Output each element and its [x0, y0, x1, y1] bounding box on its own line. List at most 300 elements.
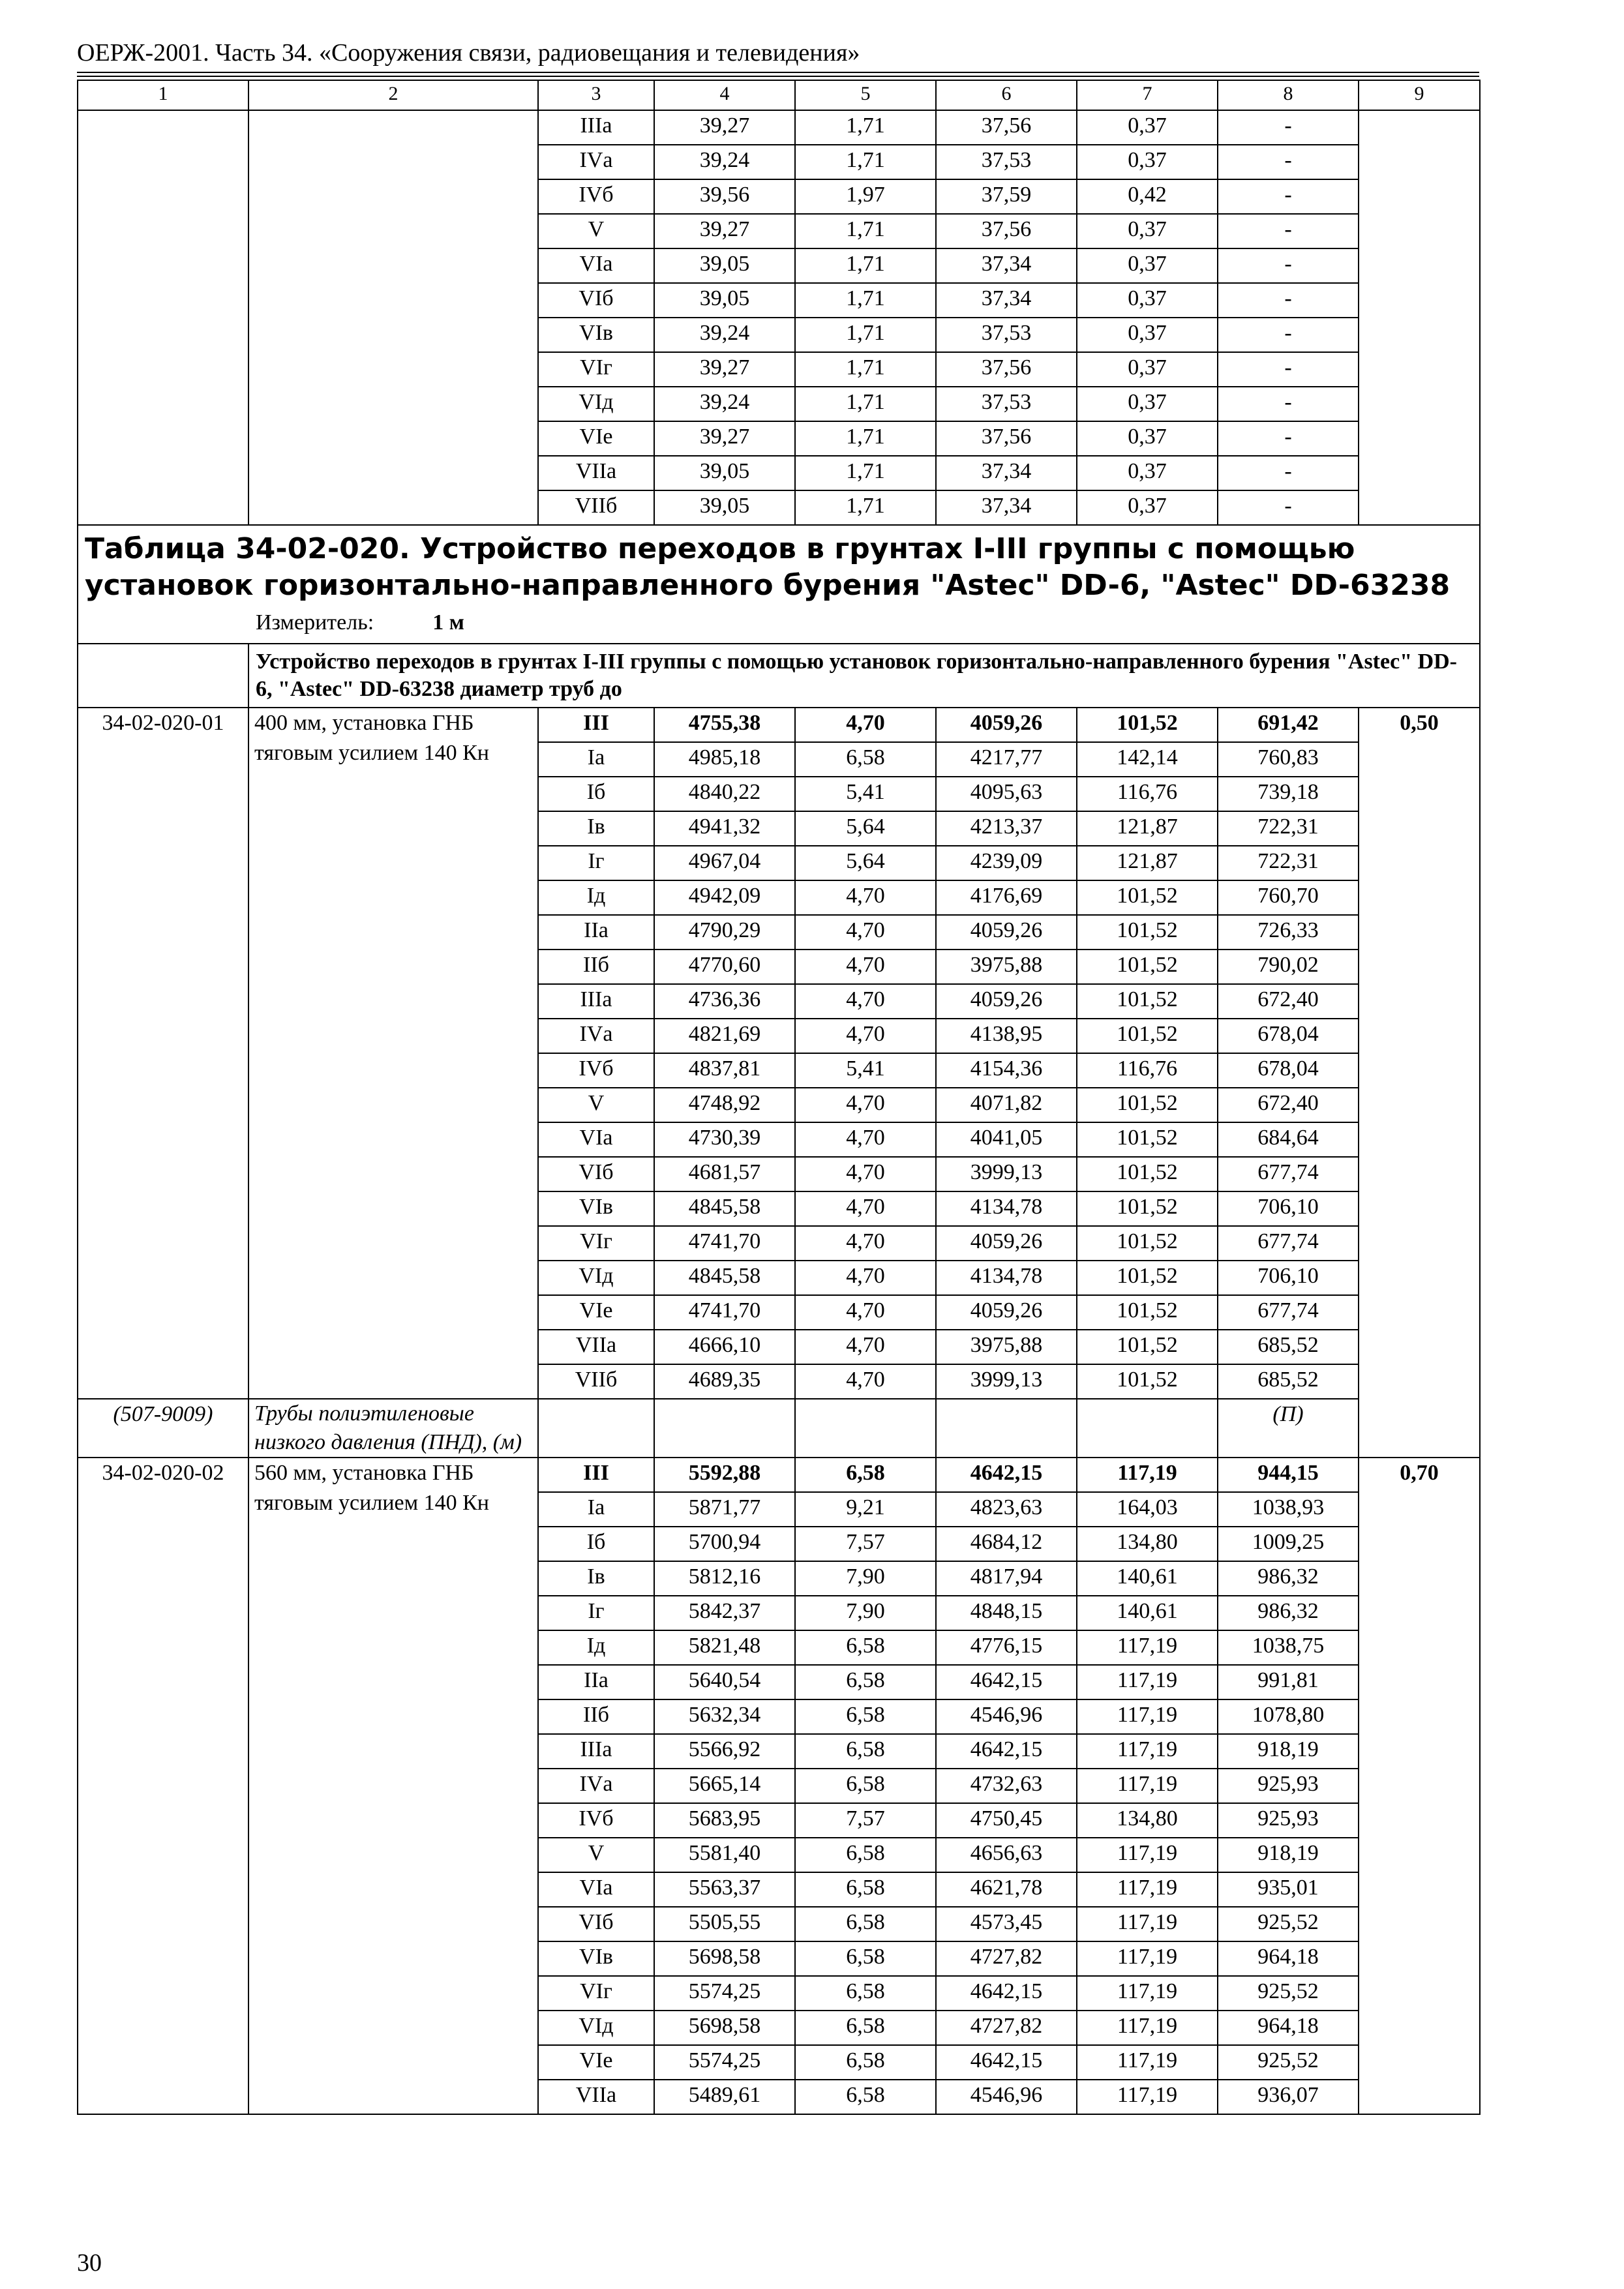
value-cell: - [1218, 456, 1359, 490]
value-cell: 4656,63 [936, 1838, 1077, 1872]
value-cell: 4730,39 [654, 1122, 795, 1157]
value-cell: 101,52 [1077, 950, 1218, 984]
value-cell: 991,81 [1218, 1665, 1359, 1699]
value-cell: V [538, 1838, 654, 1872]
column-numbers-row [78, 80, 1480, 110]
value-cell: 37,53 [936, 387, 1077, 421]
value-cell: IVа [538, 145, 654, 179]
value-cell: 4684,12 [936, 1527, 1077, 1561]
value-cell: 678,04 [1218, 1019, 1359, 1053]
value-cell: 0,37 [1077, 283, 1218, 318]
value-cell: 117,19 [1077, 1769, 1218, 1803]
value-cell: 117,19 [1077, 1699, 1218, 1734]
value-cell: 6,58 [795, 1976, 936, 2011]
value-cell: 0,37 [1077, 352, 1218, 387]
value-cell: V [538, 1088, 654, 1122]
value-cell: 117,19 [1077, 1630, 1218, 1665]
table-title [78, 525, 1480, 644]
value-cell: 918,19 [1218, 1838, 1359, 1872]
column-number: 7 [1077, 80, 1218, 110]
value-cell: 986,32 [1218, 1561, 1359, 1596]
value-cell: 37,59 [936, 179, 1077, 214]
value-cell: 1,71 [795, 145, 936, 179]
page-number: 30 [77, 2249, 102, 2277]
value-cell: 7,90 [795, 1596, 936, 1630]
value-cell: 0,37 [1077, 145, 1218, 179]
value-cell: - [1218, 179, 1359, 214]
value-cell: 672,40 [1218, 1088, 1359, 1122]
value-cell: 5,41 [795, 1053, 936, 1088]
value-cell: 6,58 [795, 2011, 936, 2045]
value-cell: 4681,57 [654, 1157, 795, 1191]
value-cell: 4845,58 [654, 1261, 795, 1295]
value-cell: Iб [538, 777, 654, 811]
value-cell: - [1218, 352, 1359, 387]
table-row [78, 110, 1480, 145]
value-cell: 722,31 [1218, 811, 1359, 846]
value-cell: 722,31 [1218, 846, 1359, 880]
value-cell: 39,24 [654, 145, 795, 179]
value-cell: 39,05 [654, 456, 795, 490]
value-cell: 39,27 [654, 110, 795, 145]
value-cell: 101,52 [1077, 915, 1218, 950]
value-cell: 4642,15 [936, 1665, 1077, 1699]
value-cell: 37,34 [936, 490, 1077, 525]
value-cell: 918,19 [1218, 1734, 1359, 1769]
value-cell: - [1218, 145, 1359, 179]
value-cell: 140,61 [1077, 1561, 1218, 1596]
value-cell: 4748,92 [654, 1088, 795, 1122]
value-cell: 117,19 [1077, 1734, 1218, 1769]
value-cell: VIIб [538, 1364, 654, 1399]
value-cell: 4,70 [795, 1261, 936, 1295]
value-cell: 4845,58 [654, 1191, 795, 1226]
value-cell: 4573,45 [936, 1907, 1077, 1941]
value-cell: 4848,15 [936, 1596, 1077, 1630]
value-cell: 6,58 [795, 1699, 936, 1734]
value-cell: 691,42 [1218, 708, 1359, 742]
value-cell: 4,70 [795, 1330, 936, 1364]
value-cell: 3975,88 [936, 1330, 1077, 1364]
value-cell: 4985,18 [654, 742, 795, 777]
value-cell: 4,70 [795, 984, 936, 1019]
value-cell: 5489,61 [654, 2080, 795, 2114]
value-cell: 4741,70 [654, 1226, 795, 1261]
value-cell: VIIб [538, 490, 654, 525]
value-cell: VIв [538, 1191, 654, 1226]
value-cell: 121,87 [1077, 811, 1218, 846]
value-cell: 6,58 [795, 1941, 936, 1976]
value-cell: VIIа [538, 2080, 654, 2114]
value-cell: 5700,94 [654, 1527, 795, 1561]
value-cell: 964,18 [1218, 2011, 1359, 2045]
value-cell: 117,19 [1077, 1458, 1218, 1492]
column-number: 6 [936, 80, 1077, 110]
value-cell: 101,52 [1077, 1261, 1218, 1295]
value-cell: 4732,63 [936, 1769, 1077, 1803]
value-cell: 4,70 [795, 1157, 936, 1191]
value-cell: 760,70 [1218, 880, 1359, 915]
value-cell: - [1218, 283, 1359, 318]
value-cell: 4176,69 [936, 880, 1077, 915]
value-cell: 677,74 [1218, 1157, 1359, 1191]
value-cell: 4727,82 [936, 2011, 1077, 2045]
value-cell: III [538, 708, 654, 742]
value-cell: 1009,25 [1218, 1527, 1359, 1561]
value-cell: 790,02 [1218, 950, 1359, 984]
value-cell: 4736,36 [654, 984, 795, 1019]
value-cell: 101,52 [1077, 1122, 1218, 1157]
value-cell: Iд [538, 880, 654, 915]
value-cell: 39,24 [654, 318, 795, 352]
description-cell [248, 110, 538, 525]
norm-cell [1359, 110, 1480, 525]
value-cell: 39,05 [654, 283, 795, 318]
value-cell: 37,56 [936, 214, 1077, 248]
value-cell: 0,37 [1077, 214, 1218, 248]
value-cell: 4134,78 [936, 1261, 1077, 1295]
value-cell: 4,70 [795, 708, 936, 742]
value-cell: 0,37 [1077, 110, 1218, 145]
value-cell: IVб [538, 179, 654, 214]
value-cell: 5505,55 [654, 1907, 795, 1941]
description-cell: 560 мм, установка ГНБ тяговым усилием 140 Кн [248, 1458, 538, 2114]
value-cell: 4134,78 [936, 1191, 1077, 1226]
value-cell: 5581,40 [654, 1838, 795, 1872]
value-cell: 925,52 [1218, 1976, 1359, 2011]
value-cell: VIе [538, 1295, 654, 1330]
value-cell: 1038,75 [1218, 1630, 1359, 1665]
value-cell: 4,70 [795, 915, 936, 950]
value-cell: IIб [538, 1699, 654, 1734]
value-cell: VIб [538, 1157, 654, 1191]
value-cell: 39,27 [654, 214, 795, 248]
value-cell: Iв [538, 811, 654, 846]
column-number: 5 [795, 80, 936, 110]
value-cell: VIд [538, 2011, 654, 2045]
value-cell: 4790,29 [654, 915, 795, 950]
value-cell: IVб [538, 1803, 654, 1838]
material-description: Трубы полиэтиленовые низкого давления (ПНД), (м) [248, 1399, 538, 1458]
value-cell: 101,52 [1077, 1330, 1218, 1364]
value-cell: 101,52 [1077, 1019, 1218, 1053]
value-cell: 0,37 [1077, 387, 1218, 421]
value-cell: 4239,09 [936, 846, 1077, 880]
value-cell: 101,52 [1077, 1226, 1218, 1261]
value-cell: VIб [538, 1907, 654, 1941]
value-cell: 4138,95 [936, 1019, 1077, 1053]
value-cell: 39,05 [654, 490, 795, 525]
value-cell: 986,32 [1218, 1596, 1359, 1630]
value-cell: 678,04 [1218, 1053, 1359, 1088]
value-cell: 4546,96 [936, 2080, 1077, 2114]
value-cell: 925,93 [1218, 1803, 1359, 1838]
empty-cell [538, 1399, 654, 1458]
value-cell: VIа [538, 1872, 654, 1907]
value-cell: 1,97 [795, 179, 936, 214]
table-subtitle-row [78, 644, 1480, 708]
value-cell: 101,52 [1077, 1088, 1218, 1122]
value-cell: VIIа [538, 1330, 654, 1364]
value-cell: 6,58 [795, 1838, 936, 1872]
value-cell: 4,70 [795, 1295, 936, 1330]
empty-cell [1077, 1399, 1218, 1458]
value-cell: 4642,15 [936, 2045, 1077, 2080]
value-cell: 4095,63 [936, 777, 1077, 811]
value-cell: 5665,14 [654, 1769, 795, 1803]
value-cell: VIг [538, 1226, 654, 1261]
value-cell: 677,74 [1218, 1226, 1359, 1261]
value-cell: IVа [538, 1019, 654, 1053]
value-cell: VIг [538, 1976, 654, 2011]
rates-table [77, 80, 1481, 2115]
value-cell: 0,37 [1077, 318, 1218, 352]
value-cell: 1078,80 [1218, 1699, 1359, 1734]
value-cell: 117,19 [1077, 1838, 1218, 1872]
page-header: ОЕРЖ-2001. Часть 34. «Сооружения связи, радиовещания и телевидения» [77, 37, 1479, 73]
value-cell: 117,19 [1077, 1941, 1218, 1976]
value-cell: 101,52 [1077, 708, 1218, 742]
value-cell: 4,70 [795, 1088, 936, 1122]
value-cell: 4154,36 [936, 1053, 1077, 1088]
value-cell: 925,93 [1218, 1769, 1359, 1803]
value-cell: 4,70 [795, 1019, 936, 1053]
value-cell: 5574,25 [654, 2045, 795, 2080]
value-cell: 101,52 [1077, 1295, 1218, 1330]
value-cell: 37,53 [936, 145, 1077, 179]
value-cell: 4941,32 [654, 811, 795, 846]
value-cell: 6,58 [795, 2080, 936, 2114]
value-cell: 5,64 [795, 846, 936, 880]
empty-cell [936, 1399, 1077, 1458]
value-cell: 5632,34 [654, 1699, 795, 1734]
material-code: (507-9009) [78, 1399, 248, 1458]
value-cell: 39,05 [654, 248, 795, 283]
value-cell: - [1218, 110, 1359, 145]
value-cell: 1,71 [795, 352, 936, 387]
value-cell: - [1218, 490, 1359, 525]
value-cell: Iд [538, 1630, 654, 1665]
value-cell: 685,52 [1218, 1330, 1359, 1364]
value-cell: - [1218, 387, 1359, 421]
value-cell: 117,19 [1077, 1665, 1218, 1699]
value-cell: 6,58 [795, 1630, 936, 1665]
value-cell: 4059,26 [936, 1226, 1077, 1261]
value-cell: 5871,77 [654, 1492, 795, 1527]
value-cell: 1,71 [795, 283, 936, 318]
value-cell: 4821,69 [654, 1019, 795, 1053]
empty-cell [654, 1399, 795, 1458]
value-cell: VIе [538, 421, 654, 456]
value-cell: 6,58 [795, 1665, 936, 1699]
value-cell: VIв [538, 1941, 654, 1976]
value-cell: 5,41 [795, 777, 936, 811]
value-cell: 4642,15 [936, 1976, 1077, 2011]
value-cell: Iа [538, 1492, 654, 1527]
value-cell: 4,70 [795, 1191, 936, 1226]
value-cell: 142,14 [1077, 742, 1218, 777]
norm-cell: 0,70 [1359, 1458, 1480, 2114]
value-cell: VIа [538, 248, 654, 283]
value-cell: 37,56 [936, 110, 1077, 145]
value-cell: 101,52 [1077, 880, 1218, 915]
value-cell: 944,15 [1218, 1458, 1359, 1492]
main-row [78, 708, 1480, 742]
value-cell: 925,52 [1218, 2045, 1359, 2080]
value-cell: VIг [538, 352, 654, 387]
value-cell: 936,07 [1218, 2080, 1359, 2114]
value-cell: 0,37 [1077, 490, 1218, 525]
value-cell: 117,19 [1077, 1907, 1218, 1941]
value-cell: 5,64 [795, 811, 936, 846]
value-cell: 4750,45 [936, 1803, 1077, 1838]
value-cell: Iб [538, 1527, 654, 1561]
value-cell: 1038,93 [1218, 1492, 1359, 1527]
value-cell: 5683,95 [654, 1803, 795, 1838]
value-cell: 5842,37 [654, 1596, 795, 1630]
value-cell: 4942,09 [654, 880, 795, 915]
value-cell: 4,70 [795, 1122, 936, 1157]
norm-cell: 0,50 [1359, 708, 1480, 1458]
code-cell: 34-02-020-02 [78, 1458, 248, 2114]
code-cell [78, 110, 248, 525]
value-cell: 117,19 [1077, 1976, 1218, 2011]
value-cell: 0,42 [1077, 179, 1218, 214]
value-cell: 101,52 [1077, 1157, 1218, 1191]
value-cell: 37,56 [936, 421, 1077, 456]
value-cell: 1,71 [795, 421, 936, 456]
value-cell: 5698,58 [654, 1941, 795, 1976]
value-cell: 6,58 [795, 1769, 936, 1803]
value-cell: 4041,05 [936, 1122, 1077, 1157]
value-cell: 1,71 [795, 456, 936, 490]
value-cell: 1,71 [795, 318, 936, 352]
value-cell: 164,03 [1077, 1492, 1218, 1527]
subtitle-spacer [78, 644, 248, 708]
value-cell: 6,58 [795, 742, 936, 777]
value-cell: 6,58 [795, 2045, 936, 2080]
column-number: 9 [1359, 80, 1480, 110]
value-cell: 677,74 [1218, 1295, 1359, 1330]
value-cell: 6,58 [795, 1734, 936, 1769]
value-cell: 685,52 [1218, 1364, 1359, 1399]
value-cell: 140,61 [1077, 1596, 1218, 1630]
value-cell: 726,33 [1218, 915, 1359, 950]
value-cell: 4217,77 [936, 742, 1077, 777]
value-cell: 5566,92 [654, 1734, 795, 1769]
unit-label: Измеритель: [256, 610, 374, 635]
value-cell: 117,19 [1077, 2080, 1218, 2114]
code-cell: 34-02-020-01 [78, 708, 248, 1399]
value-cell: Iг [538, 846, 654, 880]
value-cell: 7,57 [795, 1803, 936, 1838]
value-cell: VIд [538, 1261, 654, 1295]
unit-value: 1 м [432, 610, 464, 635]
value-cell: 4071,82 [936, 1088, 1077, 1122]
value-cell: 4,70 [795, 950, 936, 984]
value-cell: VIIа [538, 456, 654, 490]
value-cell: 964,18 [1218, 1941, 1359, 1976]
unit-line [85, 608, 1473, 638]
value-cell: 117,19 [1077, 2011, 1218, 2045]
value-cell: 6,58 [795, 1872, 936, 1907]
value-cell: 5574,25 [654, 1976, 795, 2011]
value-cell: 925,52 [1218, 1907, 1359, 1941]
value-cell: 116,76 [1077, 777, 1218, 811]
value-cell: 117,19 [1077, 2045, 1218, 2080]
value-cell: 1,71 [795, 214, 936, 248]
value-cell: 7,90 [795, 1561, 936, 1596]
value-cell: IIб [538, 950, 654, 984]
value-cell: 6,58 [795, 1907, 936, 1941]
column-number: 2 [248, 80, 538, 110]
value-cell: 684,64 [1218, 1122, 1359, 1157]
value-cell: 3999,13 [936, 1364, 1077, 1399]
column-number: 3 [538, 80, 654, 110]
empty-cell [795, 1399, 936, 1458]
value-cell: 3999,13 [936, 1157, 1077, 1191]
table-title-row [78, 525, 1480, 644]
value-cell: 3975,88 [936, 950, 1077, 984]
value-cell: 117,19 [1077, 1872, 1218, 1907]
value-cell: 39,27 [654, 352, 795, 387]
value-cell: - [1218, 248, 1359, 283]
value-cell: IIIа [538, 110, 654, 145]
value-cell: 4546,96 [936, 1699, 1077, 1734]
table-title-text: Таблица 34-02-020. Устройство переходов в грунтах I-III группы с помощью установок горизонтально-направленного бурения "Astec" DD-6, "Astec" DD-63238 [85, 532, 1451, 602]
value-cell: VIв [538, 318, 654, 352]
value-cell: 4741,70 [654, 1295, 795, 1330]
value-cell: 1,71 [795, 387, 936, 421]
value-cell: 4837,81 [654, 1053, 795, 1088]
value-cell: 672,40 [1218, 984, 1359, 1019]
value-cell: 37,34 [936, 456, 1077, 490]
value-cell: 4666,10 [654, 1330, 795, 1364]
column-number: 4 [654, 80, 795, 110]
value-cell: 5812,16 [654, 1561, 795, 1596]
value-cell: VIб [538, 283, 654, 318]
value-cell: 4059,26 [936, 1295, 1077, 1330]
value-cell: IVа [538, 1769, 654, 1803]
value-cell: 4621,78 [936, 1872, 1077, 1907]
value-cell: III [538, 1458, 654, 1492]
value-cell: IIIа [538, 984, 654, 1019]
value-cell: 5698,58 [654, 2011, 795, 2045]
value-cell: 4776,15 [936, 1630, 1077, 1665]
value-cell: 760,83 [1218, 742, 1359, 777]
value-cell: 39,56 [654, 179, 795, 214]
value-cell: 101,52 [1077, 1364, 1218, 1399]
value-cell: 4,70 [795, 1226, 936, 1261]
material-row [78, 1399, 1480, 1458]
value-cell: 4059,26 [936, 915, 1077, 950]
value-cell: 4755,38 [654, 708, 795, 742]
value-cell: 4642,15 [936, 1734, 1077, 1769]
value-cell: 101,52 [1077, 1191, 1218, 1226]
value-cell: Iг [538, 1596, 654, 1630]
value-cell: IVб [538, 1053, 654, 1088]
value-cell: 739,18 [1218, 777, 1359, 811]
value-cell: 1,71 [795, 248, 936, 283]
value-cell: 935,01 [1218, 1872, 1359, 1907]
value-cell: 39,27 [654, 421, 795, 456]
column-number: 8 [1218, 80, 1359, 110]
column-number: 1 [78, 80, 248, 110]
value-cell: 134,80 [1077, 1527, 1218, 1561]
value-cell: 4689,35 [654, 1364, 795, 1399]
value-cell: 6,58 [795, 1458, 936, 1492]
value-cell: 4,70 [795, 880, 936, 915]
